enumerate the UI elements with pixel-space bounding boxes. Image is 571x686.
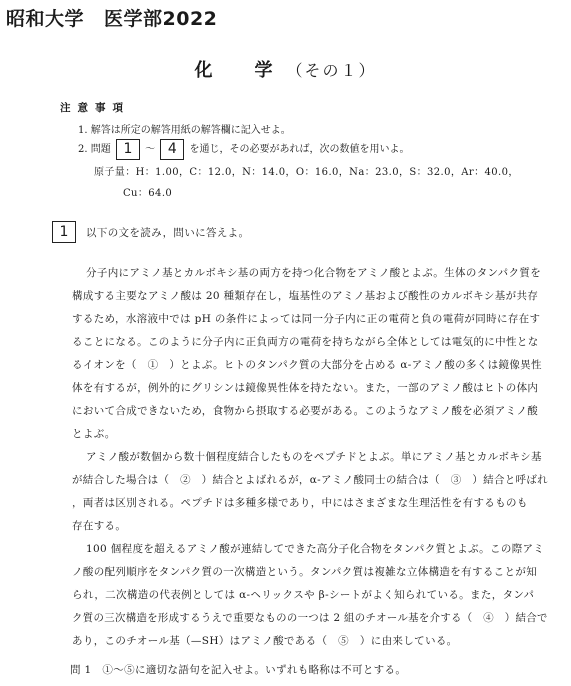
notice-heading: 注意事項	[60, 102, 130, 114]
page-title	[0, 56, 571, 82]
paragraph-line: アミノ酸が数個から数十個程度結合したものをペプチドとよぶ。単にアミノ基とカルボキシ基	[86, 451, 542, 463]
atomic-mass-line-2: Cu：64.0	[123, 188, 173, 199]
sub-question-1: 問 1 ①～⑤に適切な語句を記入せよ。いずれも略称は不可とする。	[70, 664, 407, 676]
paragraph-line: 構成する主要なアミノ酸は 20 種類存在し，塩基性のアミノ基および酸性のカルボキシ基が共存	[72, 290, 539, 302]
paragraph-line: が結合した場合は（ ② ）結合とよばれるが，α-アミノ酸同士の結合は（ ③ ）結合と呼ばれ	[72, 474, 548, 486]
notice-item-1: 1. 解答は所定の解答用紙の解答欄に記入せよ。	[78, 125, 291, 136]
notice-item-2	[78, 139, 409, 160]
exam-header	[6, 4, 217, 31]
paragraph-line: ，両者は区別される。ペプチドは多種多様であり，中にはさまざまな生理活性を有するものも	[72, 497, 528, 509]
subject-title: 化 学	[194, 60, 275, 81]
question-instruction: 以下の文を読み，問いに答えよ。	[86, 227, 250, 239]
problem-box-start: 1	[116, 139, 140, 160]
paragraph-line: 分子内にアミノ基とカルボキシ基の両方を持つ化合物をアミノ酸とよぶ。生体のタンパク質を	[86, 267, 542, 279]
problem-box-end: 4	[160, 139, 184, 160]
paragraph-line: あり，このチオール基（—SH）はアミノ酸である（ ⑤ ）に由来している。	[72, 635, 458, 647]
tilde-sign: ～	[145, 144, 156, 155]
atomic-mass-line-1: 原子量：H：1.00，C：12.0，N：14.0，O：16.0，Na：23.0，S：32.0，Ar：40.0，	[94, 167, 519, 178]
notice-item-2-suffix: を通じ，その必要があれば，次の数値を用いよ。	[189, 144, 410, 155]
paragraph-line: において合成できないため，食物から摂取する必要がある。このようなアミノ酸を必須アミノ酸	[72, 405, 539, 417]
notice-item-2-prefix: 2. 問題	[78, 144, 111, 155]
subject-part: （その１）	[286, 61, 377, 80]
paragraph-line: ノ酸の配列順序をタンパク質の一次構造という。タンパク質は複雑な立体構造を有することが知	[72, 566, 538, 578]
department-year: 医学部2022	[104, 8, 218, 30]
paragraph-line: 100 個程度を超えるアミノ酸が連結してできた高分子化合物をタンパク質とよぶ。この際アミ	[86, 543, 545, 555]
university-name: 昭和大学	[6, 8, 85, 30]
paragraph-line: ることになる。このように分子内に正負両方の電荷を持ちながら全体としては電気的に中性とな	[72, 336, 539, 348]
paragraph-line: とよぶ。	[72, 428, 116, 440]
paragraph-line: するため，水溶液中では pH の条件によっては同一分子内に正の電荷と負の電荷が同時に存在す	[72, 313, 541, 325]
paragraph-line: るイオンを（ ① ）とよぶ。ヒトのタンパク質の大部分を占める α-アミノ酸の多くは鏡像異性	[72, 359, 542, 371]
paragraph-line: ク質の三次構造を形成するうえで重要なものの一つは 2 組のチオール基を介する（ ④ ）結合で	[72, 612, 548, 624]
paragraph-line: 体を有するが，例外的にグリシンは鏡像異性体を持たない。また，一部のアミノ酸はヒトの体内	[72, 382, 539, 394]
paragraph-line: られ，二次構造の代表例としては α-ヘリックスや β-シートがよく知られている。また，タンパ	[72, 589, 535, 601]
question-number-box: 1	[52, 221, 76, 243]
paragraph-line: 存在する。	[72, 520, 127, 532]
